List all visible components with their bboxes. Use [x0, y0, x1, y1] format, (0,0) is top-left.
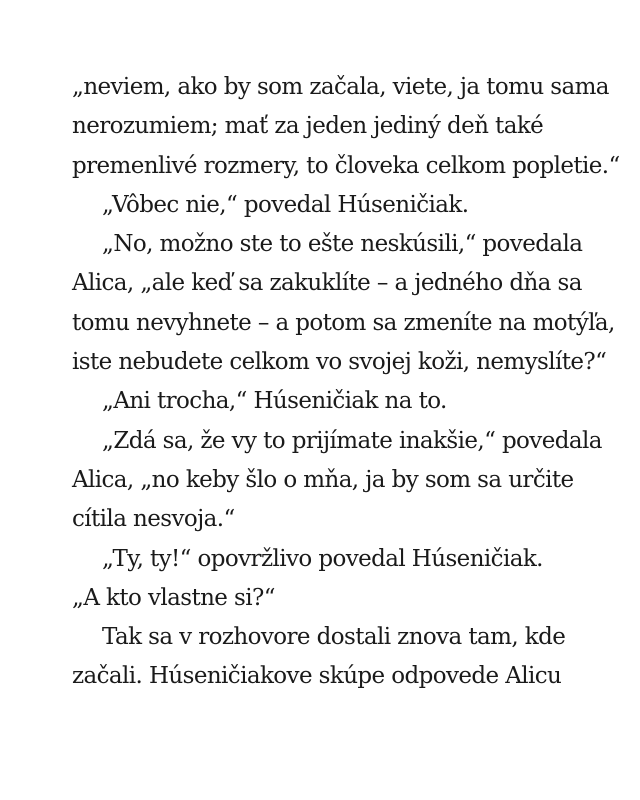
- text-line: Alica, „no keby šlo o mňa, ja by som sa určite: [72, 466, 574, 493]
- text-line: cítila nesvoja.“: [72, 506, 235, 533]
- text-line: „Zdá sa, že vy to prijímate inakšie,“ povedala: [102, 427, 602, 454]
- text-line: Alica, „ale keď sa zakuklíte – a jedného dňa sa: [72, 270, 582, 297]
- text-line: premenlivé rozmery, to človeka celkom popletie.“: [72, 152, 620, 179]
- text-line: Tak sa v rozhovore dostali znova tam, kde: [102, 624, 566, 651]
- text-line: „neviem, ako by som začala, viete, ja tomu sama: [72, 74, 609, 100]
- text-line: „A kto vlastne si?“: [72, 584, 275, 611]
- text-line: „Vôbec nie,“ povedal Húseničiak.: [102, 191, 469, 218]
- text-line: „Ani trocha,“ Húseničiak na to.: [102, 388, 447, 415]
- text-line: „Ty, ty!“ opovržlivo povedal Húseničiak.: [102, 545, 543, 572]
- text-line: iste nebudete celkom vo svojej koži, nemyslíte?“: [72, 349, 607, 376]
- text-line: nerozumiem; mať za jeden jediný deň také: [72, 113, 544, 140]
- text-line: tomu nevyhnete – a potom sa zmeníte na motýľa,: [72, 309, 615, 336]
- body-text: [72, 68, 620, 697]
- text-line: „No, možno ste to ešte neskúsili,“ povedala: [102, 231, 583, 258]
- text-line: začali. Húseničiakove skúpe odpovede Alicu: [72, 663, 562, 690]
